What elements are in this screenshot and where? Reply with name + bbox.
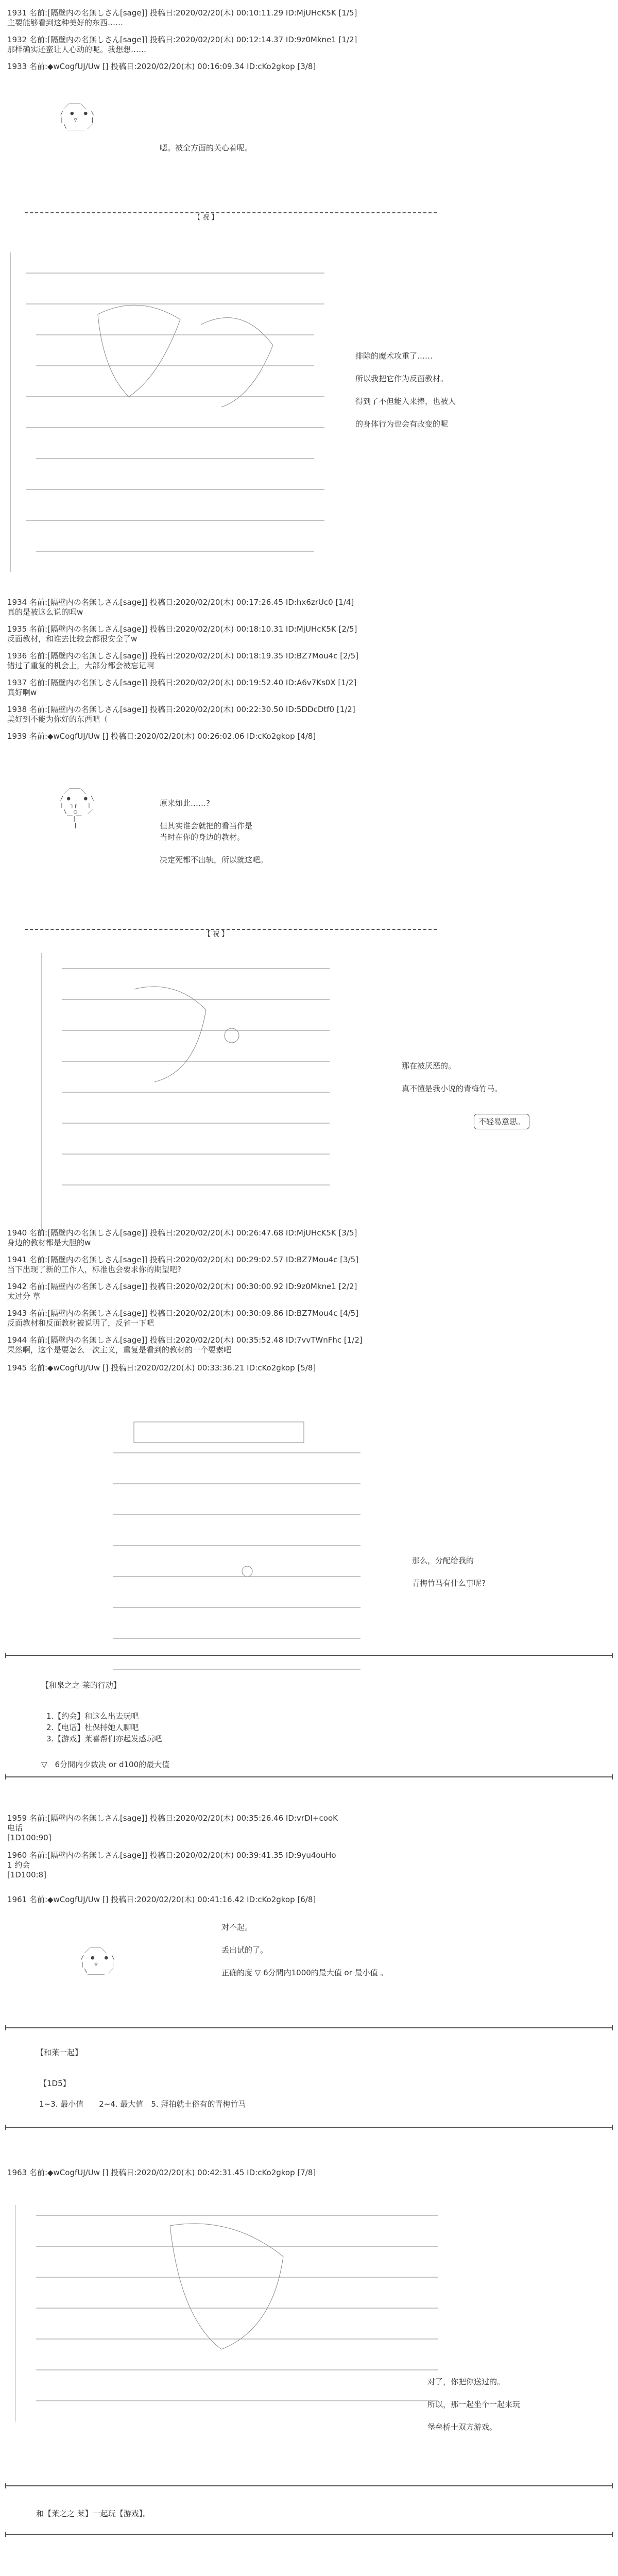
post-body: 反面教材，和谁去比较会都很安全了w bbox=[7, 634, 138, 643]
speech-text: 对不起。 丢出试的了。 正确的度 ▽ 6分間内1000的最大值 or 最小值 。 bbox=[221, 1923, 388, 1977]
menu-item: 2.【电话】杜保持她人聊吧 bbox=[46, 1723, 139, 1732]
section-divider bbox=[5, 2127, 613, 2128]
post-body: 身边的教材都是大胆的w bbox=[7, 1238, 91, 1247]
post-header: 1944 名前:[隔壁内の名無しさん[sage]] 投稿日:2020/02/20(木) 00:35:52.48 ID:7vvTWnFhc [1/2] bbox=[7, 1335, 363, 1345]
ascii-art-scene bbox=[15, 2195, 448, 2432]
speech-text: 原来如此……? 但其实谁会就把的看当作是 当时在你的身边的教材。 决定死都不出轨，所以就这吧。 bbox=[160, 799, 268, 865]
post-body: 当下出现了新的工作人，标准也会要求你的期望吧? bbox=[7, 1265, 181, 1274]
post-header: 1945 名前:◆wCogfUJ/Uw [] 投稿日:2020/02/20(木) 00:33:36.21 ID:cKo2gkop [5/8] bbox=[7, 1363, 316, 1372]
scene-divider bbox=[25, 929, 437, 930]
post-header: 1943 名前:[隔壁内の名無しさん[sage]] 投稿日:2020/02/20(木) 00:30:09.86 ID:BZ7Mou4c [4/5] bbox=[7, 1309, 359, 1318]
section-divider bbox=[5, 2027, 613, 2028]
menu-title: 【和泉之之 莱的行动】 bbox=[41, 1681, 121, 1690]
post-body: 太过分 草 bbox=[7, 1292, 41, 1301]
post-header: 1932 名前:[隔壁内の名無しさん[sage]] 投稿日:2020/02/20(木) 00:12:14.37 ID:9z0Mkne1 [1/2] bbox=[7, 35, 357, 44]
section-divider bbox=[5, 1655, 613, 1656]
menu-item: 3.【游戏】莱喜帮们亦起发感玩吧 bbox=[46, 1734, 162, 1743]
post-body: 主要能够看到这种美好的东西…… bbox=[7, 18, 124, 27]
post-body: 美好到不能为你好的东西吧（ bbox=[7, 715, 108, 724]
speech-text: 那么，分配给我的 青梅竹马有什么事呢? bbox=[412, 1556, 486, 1588]
post-header: 1940 名前:[隔壁内の名無しさん[sage]] 投稿日:2020/02/20(木) 00:26:47.68 ID:MjUHcK5K [3/5] bbox=[7, 1228, 357, 1238]
post-header: 1931 名前:[隔壁内の名無しさん[sage]] 投稿日:2020/02/20(木) 00:10:11.29 ID:MjUHcK5K [1/5] bbox=[7, 8, 357, 18]
post-body: 真的是被这么说的吗w bbox=[7, 607, 83, 617]
section-divider bbox=[5, 2485, 613, 2486]
post-header: 1934 名前:[隔壁内の名無しさん[sage]] 投稿日:2020/02/20(木) 00:17:26.45 ID:hx6zrUc0 [1/4] bbox=[7, 598, 354, 607]
speech-text: 嗯。被全方面的关心着呢。 bbox=[160, 143, 253, 152]
post-body: 错过了重复的机会上，大部分都会被忘记啊 bbox=[7, 661, 154, 670]
section-divider bbox=[5, 2534, 613, 2535]
menu-text: 和【莱之之 莱】一起玩【游戏】。 bbox=[36, 2509, 151, 2518]
speech-bubble: 不轻易意思。 bbox=[474, 1114, 529, 1129]
post-body: 电话 [1D100:90] bbox=[7, 1823, 52, 1842]
post-header: 1939 名前:◆wCogfUJ/Uw [] 投稿日:2020/02/20(木) 00:26:02.06 ID:cKo2gkop [4/8] bbox=[7, 732, 316, 741]
menu-roll: 【1D5】 bbox=[39, 2079, 71, 2088]
post-body: 那样确实还蛮让人心动的呢。我想想…… bbox=[7, 45, 147, 54]
post-header: 1935 名前:[隔壁内の名無しさん[sage]] 投稿日:2020/02/20(木) 00:18:10.31 ID:MjUHcK5K [2/5] bbox=[7, 624, 357, 634]
menu-options: 1~3. 最小值 2~4. 最大值 5. 拜拍就土俗有的青梅竹马 bbox=[39, 2099, 246, 2109]
ascii-art-face: ／￣￣＼ / ● ● \ | ┐┌ | \ ○ ／ ￣|￣ | bbox=[60, 788, 94, 828]
post-body: 反面教材和反面教材被说明了，反省一下吧 bbox=[7, 1318, 154, 1328]
scene-label: 【 祝 】 bbox=[204, 930, 229, 938]
scene-label: 【 祝 】 bbox=[194, 214, 218, 222]
post-header: 1933 名前:◆wCogfUJ/Uw [] 投稿日:2020/02/20(木) 00:16:09.34 ID:cKo2gkop [3/8] bbox=[7, 62, 316, 71]
menu-item: 1.【约会】和这么出去玩吧 bbox=[46, 1711, 139, 1721]
post-body: 1 约会 [1D100:8] bbox=[7, 1860, 47, 1879]
post-header: 1963 名前:◆wCogfUJ/Uw [] 投稿日:2020/02/20(木) 00:42:31.45 ID:cKo2gkop [7/8] bbox=[7, 2168, 316, 2177]
speech-text: 那在被厌恶的。 真不懂是我小说的青梅竹马。 bbox=[402, 1061, 503, 1093]
menu-title: 【和莱一起】 bbox=[36, 2048, 83, 2057]
post-body: 果然啊，这个是要怎么一次主义，重复是看到的教材的一个要素吧 bbox=[7, 1345, 232, 1354]
post-header: 1937 名前:[隔壁内の名無しさん[sage]] 投稿日:2020/02/20(木) 00:19:52.40 ID:A6v7Ks0X [1/2] bbox=[7, 678, 357, 687]
speech-text: 对了，你把你送过的。 所以，那一起坐个一起来玩 堡垒桥士双方游戏。 bbox=[427, 2377, 521, 2432]
post-header: 1936 名前:[隔壁内の名無しさん[sage]] 投稿日:2020/02/20(木) 00:18:19.35 ID:BZ7Mou4c [2/5] bbox=[7, 651, 359, 660]
ascii-art-scene bbox=[103, 1412, 371, 1690]
ascii-art-scene bbox=[41, 948, 371, 1236]
post-header: 1941 名前:[隔壁内の名無しさん[sage]] 投稿日:2020/02/20(木) 00:29:02.57 ID:BZ7Mou4c [3/5] bbox=[7, 1255, 359, 1264]
post-header: 1959 名前:[隔壁内の名無しさん[sage]] 投稿日:2020/02/20(木) 00:35:26.46 ID:vrDI+cooK bbox=[7, 1814, 338, 1823]
section-divider bbox=[5, 1776, 613, 1777]
post-header: 1938 名前:[隔壁内の名無しさん[sage]] 投稿日:2020/02/20(木) 00:22:30.50 ID:5DDcDtf0 [1/2] bbox=[7, 705, 355, 714]
post-body: 真好啊w bbox=[7, 688, 37, 697]
menu-note: ▽ 6分間内少数决 or d100的最大值 bbox=[41, 1760, 170, 1769]
post-header: 1961 名前:◆wCogfUJ/Uw [] 投稿日:2020/02/20(木) 00:41:16.42 ID:cKo2gkop [6/8] bbox=[7, 1895, 316, 1904]
speech-text: 排除的魔术攻重了…… 所以我把它作为反面教材。 得到了不但能入来捧，也被人 的身体行为也会有改变的呢 bbox=[355, 351, 456, 429]
post-header: 1942 名前:[隔壁内の名無しさん[sage]] 投稿日:2020/02/20(木) 00:30:00.92 ID:9z0Mkne1 [2/2] bbox=[7, 1282, 357, 1291]
scene-divider bbox=[25, 212, 437, 213]
post-header: 1960 名前:[隔壁内の名無しさん[sage]] 投稿日:2020/02/20(木) 00:39:41.35 ID:9yu4ouHo bbox=[7, 1851, 336, 1860]
ascii-art-face: ／￣￣＼ / ● ● \ | ▽ | \ ／ ￣￣￣ bbox=[60, 103, 94, 137]
ascii-art-face: ／￣￣＼ / ● ● \ | ▽ | \ ／ ￣￣￣ bbox=[80, 1947, 115, 1981]
ascii-art-scene bbox=[5, 242, 335, 582]
